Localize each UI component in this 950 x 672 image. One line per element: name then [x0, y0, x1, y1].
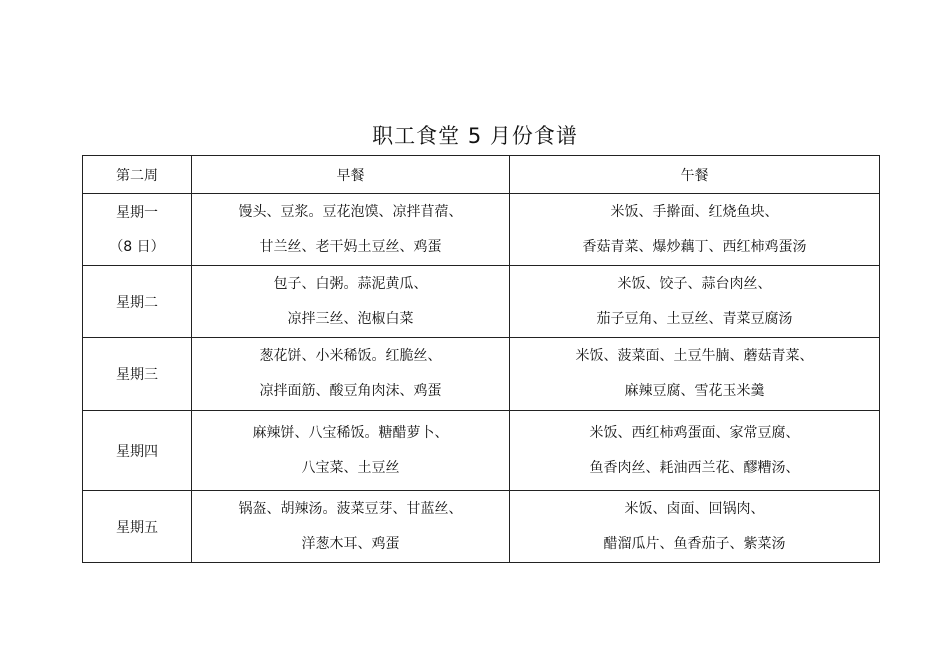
day-label: 星期三 [116, 367, 158, 383]
lunch-line: 米饭、手擀面、红烧鱼块、 [610, 203, 779, 220]
lunch-cell [510, 491, 880, 563]
table-header-row [83, 156, 880, 194]
day-cell [83, 338, 192, 411]
breakfast-line: 凉拌三丝、泡椒白菜 [287, 310, 414, 327]
table-row [83, 194, 880, 266]
breakfast-cell [192, 491, 510, 563]
day-label: 星期二 [116, 294, 158, 311]
table-row [83, 411, 880, 491]
day-label: 星期四 [116, 443, 158, 460]
lunch-cell [510, 338, 880, 411]
day-label: 星期一 [116, 204, 158, 221]
breakfast-line: 包子、白粥。蒜泥黄瓜、 [273, 275, 428, 292]
lunch-line: 米饭、卤面、回锅肉、 [624, 500, 765, 517]
header-lunch: 午餐 [510, 156, 880, 194]
breakfast-line: 八宝菜、土豆丝 [301, 459, 400, 476]
lunch-line: 米饭、西红柿鸡蛋面、家常豆腐、 [589, 424, 800, 441]
day-date-note: （8 日） [109, 238, 165, 255]
breakfast-line: 凉拌面筋、酸豆角肉沫、鸡蛋 [259, 383, 442, 399]
breakfast-line: 洋葱木耳、鸡蛋 [301, 535, 400, 552]
table-row [83, 491, 880, 563]
breakfast-line: 麻辣饼、八宝稀饭。糖醋萝卜、 [252, 424, 449, 441]
breakfast-cell [192, 411, 510, 491]
breakfast-line: 甘兰丝、老干妈土豆丝、鸡蛋 [259, 238, 442, 255]
table-row [83, 338, 880, 411]
menu-table [82, 155, 880, 563]
lunch-line: 香菇青菜、爆炒藕丁、西红柿鸡蛋汤 [582, 238, 807, 255]
lunch-line: 鱼香肉丝、耗油西兰花、醪糟汤、 [589, 459, 800, 476]
day-cell [83, 194, 192, 266]
breakfast-cell [192, 266, 510, 338]
header-week: 第二周 [83, 156, 192, 194]
breakfast-line: 馒头、豆浆。豆花泡馍、凉拌苜蓿、 [238, 203, 463, 220]
page-title: 职工食堂 5 月份食谱 [372, 124, 578, 148]
lunch-line: 米饭、菠菜面、土豆牛腩、蘑菇青菜、 [575, 348, 814, 364]
breakfast-cell [192, 194, 510, 266]
breakfast-line: 锅盔、胡辣汤。菠菜豆芽、甘蓝丝、 [238, 500, 463, 517]
day-cell [83, 411, 192, 491]
lunch-line: 麻辣豆腐、雪花玉米羹 [624, 383, 765, 399]
breakfast-line: 葱花饼、小米稀饭。红脆丝、 [259, 348, 442, 364]
lunch-cell [510, 411, 880, 491]
table-row [83, 266, 880, 338]
lunch-line: 醋溜瓜片、鱼香茄子、紫菜汤 [603, 535, 786, 552]
day-cell [83, 266, 192, 338]
lunch-cell [510, 194, 880, 266]
lunch-line: 茄子豆角、土豆丝、青菜豆腐汤 [596, 310, 793, 327]
lunch-line: 米饭、饺子、蒜台肉丝、 [617, 275, 772, 292]
day-cell [83, 491, 192, 563]
lunch-cell [510, 266, 880, 338]
day-label: 星期五 [116, 519, 158, 536]
breakfast-cell [192, 338, 510, 411]
header-breakfast: 早餐 [192, 156, 510, 194]
